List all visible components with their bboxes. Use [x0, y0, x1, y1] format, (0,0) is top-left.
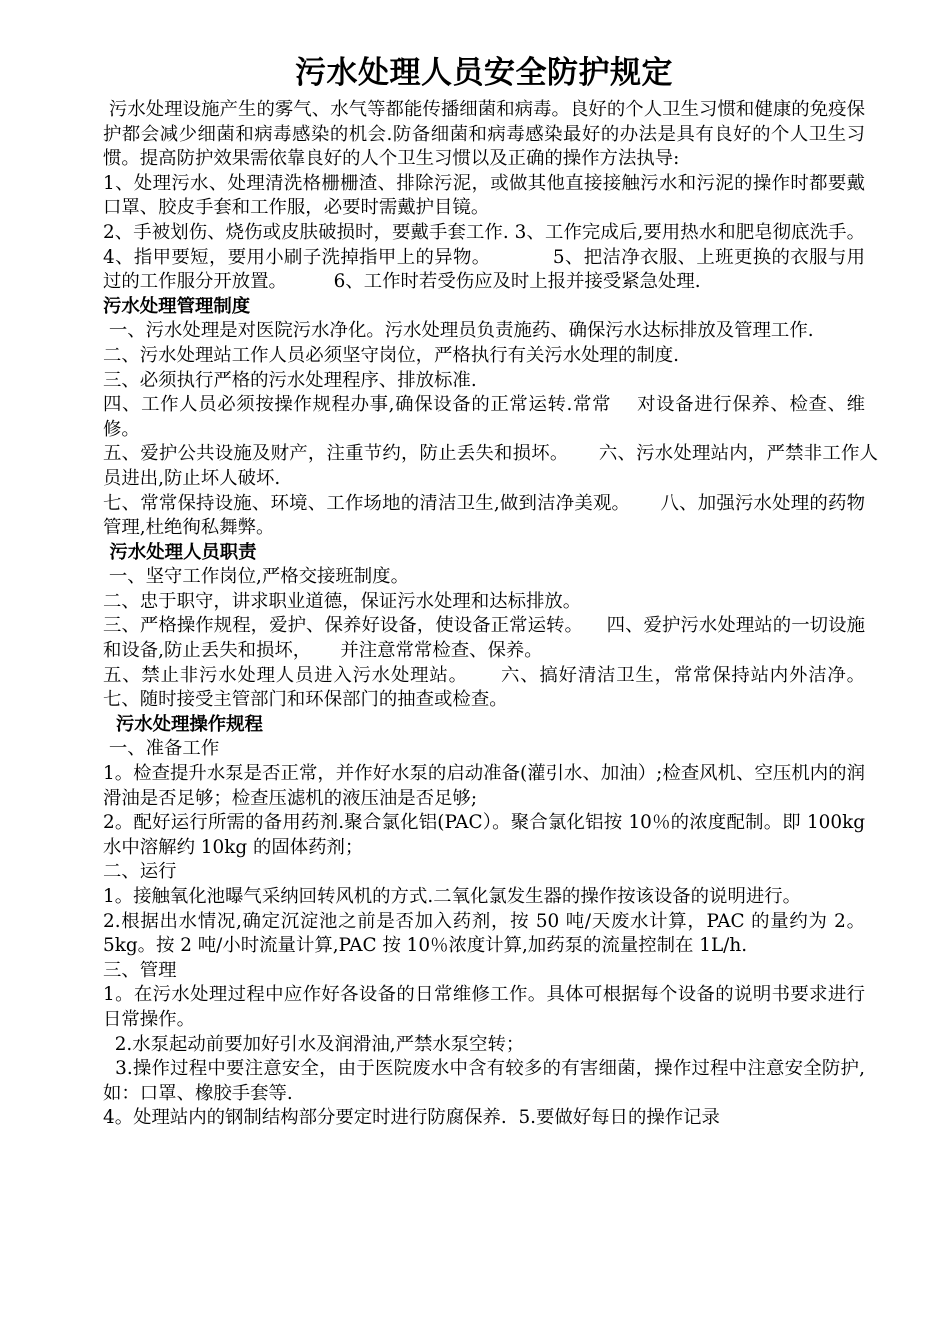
- paragraph: 2.水泵起动前要加好引水及润滑油,严禁水泵空转；: [103, 1033, 525, 1055]
- paragraph: 3.操作过程中要注意安全，由于医院废水中含有较多的有害细菌，操作过程中注意安全防护,如：口罩、橡胶手套等.: [103, 1058, 865, 1104]
- paragraph: 2、手被划伤、烧伤或皮肤破损时，要戴手套工作. 3、工作完成后,要用热水和肥皂彻底洗手。 4、指甲要短，要用小刷子洗掉指甲上的异物。 5、把洁净衣服、上班更换的衣服与用过的工作服分开放置。 6、工作时若受伤应及时上报并接受紧急处理.: [103, 221, 912, 293]
- paragraph: 1。接触氧化池曝气采纳回转风机的方式.二氧化氯发生器的操作按该设备的说明进行。: [103, 886, 802, 907]
- paragraph: 七、常常保持设施、环境、工作场地的清洁卫生,做到洁净美观。 八、加强污水处理的药物管理,杜绝徇私舞弊。: [103, 492, 865, 539]
- paragraph: 三、必须执行严格的污水处理程序、排放标准.: [103, 369, 477, 391]
- document-body: [103, 98, 912, 1131]
- paragraph: 五、爱护公共设施及财产，注重节约，防止丢失和损坏。 六、污水处理站内，严禁非工作人员进出,防止坏人破坏.: [103, 443, 878, 489]
- paragraph: 1、处理污水、处理清洗格栅栅渣、排除污泥，或做其他直接接触污水和污泥的操作时都要戴口罩、胶皮手套和工作服，必要时需戴护目镜。: [103, 172, 865, 219]
- document-title: 污水处理人员安全防护规定: [295, 55, 673, 91]
- paragraph: 五、禁止非污水处理人员进入污水处理站。 六、搞好清洁卫生，常常保持站内外洁净。 七、随时接受主管部门和环保部门的抽查或检查。: [103, 664, 895, 711]
- paragraph: 1。在污水处理过程中应作好各设备的日常维修工作。具体可根据每个设备的说明书要求进行日常操作。: [103, 984, 865, 1030]
- paragraph: 二、忠于职守，讲求职业道德，保证污水处理和达标排放。: [103, 590, 582, 612]
- paragraph: 三、严格操作规程，爱护、保养好设备，使设备正常运转。 四、爱护污水处理站的一切设施和设备,防止丢失和损坏， 并注意常常检查、保养。: [103, 615, 865, 662]
- paragraph: 一、坚守工作岗位,严格交接班制度。: [103, 566, 409, 588]
- paragraph: 2.根据出水情况,确定沉淀池之前是否加入药剂，按 50 吨/天废水计算，PAC 的量约为 2。5kg。按 2 吨/小时流量计算,PAC 按 10％浓度计算,加药泵的流量控制在 1L/h.: [103, 910, 865, 957]
- section-heading: 污水处理管理制度: [103, 295, 251, 317]
- section-heading: 污水处理操作规程: [103, 713, 263, 735]
- paragraph: 四、工作人员必须按操作规程办事,确保设备的正常运转.常常 对设备进行保养、检查、维修。: [103, 394, 865, 440]
- section-heading: 污水处理人员职责: [103, 541, 257, 563]
- paragraph: 二、运行: [103, 861, 177, 883]
- paragraph: 2。配好运行所需的备用药剂.聚合氯化铝(PAC）。聚合氯化铝按 10％的浓度配制。即 100kg 水中溶解约 10kg 的固体药剂；: [103, 812, 871, 858]
- document-page: [103, 52, 912, 1131]
- paragraph: 三、管理: [103, 959, 177, 981]
- paragraph: 一、污水处理是对医院污水净化。污水处理员负责施药、确保污水达标排放及管理工作.: [103, 320, 814, 342]
- paragraph: 1。检查提升水泵是否正常，并作好水泵的启动准备(灌引水、加油）;检查风机、空压机内的润滑油是否足够；检查压滤机的液压油是否足够;: [103, 763, 865, 809]
- paragraph: 一、准备工作: [103, 738, 220, 760]
- paragraph: 4。处理站内的钢制结构部分要定时进行防腐保养. 5.要做好每日的操作记录: [103, 1107, 720, 1129]
- paragraph: 污水处理设施产生的雾气、水气等都能传播细菌和病毒。良好的个人卫生习惯和健康的免疫保护都会减少细菌和病毒感染的机会.防备细菌和病毒感染最好的办法是具有良好的个人卫生习惯。提高防护效果需依靠良好的人个卫生习惯以及正确的操作方法执导:: [103, 99, 865, 170]
- paragraph: 二、污水处理站工作人员必须坚守岗位，严格执行有关污水处理的制度.: [103, 344, 679, 366]
